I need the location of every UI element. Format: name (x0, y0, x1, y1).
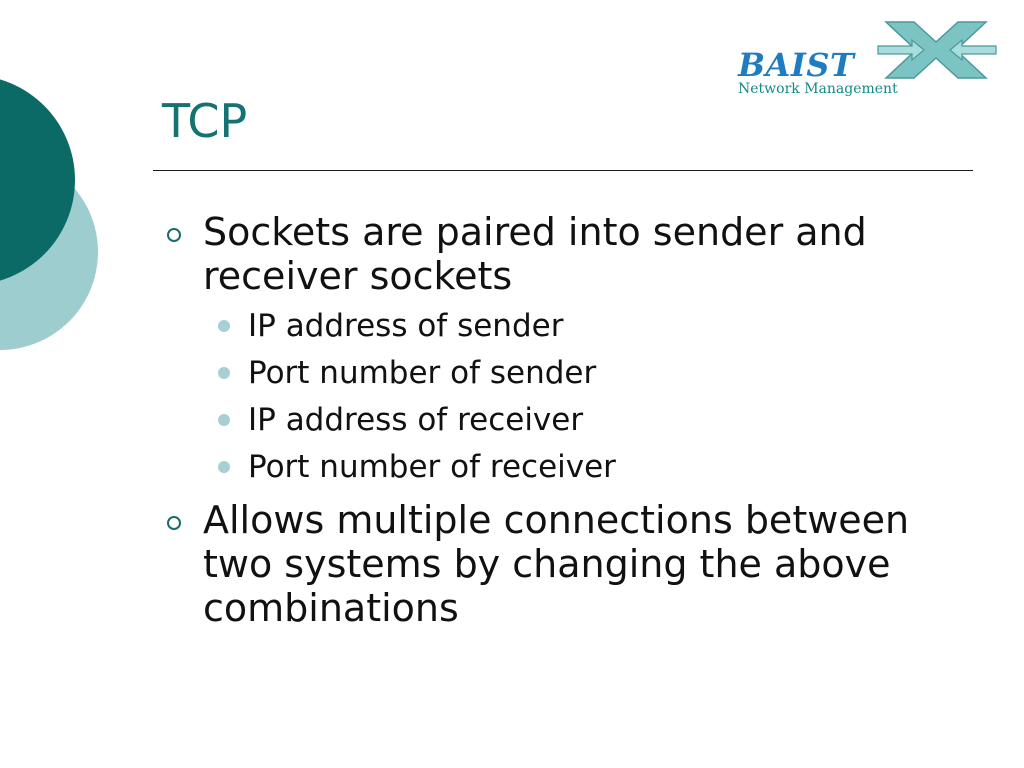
filled-circle-bullet-icon (218, 461, 230, 473)
hollow-circle-bullet-icon (167, 228, 181, 242)
logo-wordmark: BAIST (738, 46, 855, 84)
filled-circle-bullet-icon (218, 367, 230, 379)
sub-bullet-text: Port number of receiver (248, 449, 616, 485)
filled-circle-bullet-icon (218, 320, 230, 332)
sub-bullet-text: IP address of sender (248, 308, 564, 344)
logo-tagline: Network Management (738, 81, 898, 97)
filled-circle-bullet-icon (218, 414, 230, 426)
bullet-text: Sockets are paired into sender and receiver sockets (203, 210, 867, 298)
hollow-circle-bullet-icon (167, 516, 181, 530)
baist-logo (736, 18, 998, 100)
sub-bullet-text: Port number of sender (248, 355, 597, 391)
page-title: TCP (162, 94, 248, 148)
sub-bullet-text: IP address of receiver (248, 402, 584, 438)
bullet-text: Allows multiple connections between two systems by changing the above combinations (203, 498, 910, 630)
decorative-circles (0, 0, 110, 420)
crossed-arrows-icon (876, 18, 998, 82)
title-divider (153, 170, 973, 171)
